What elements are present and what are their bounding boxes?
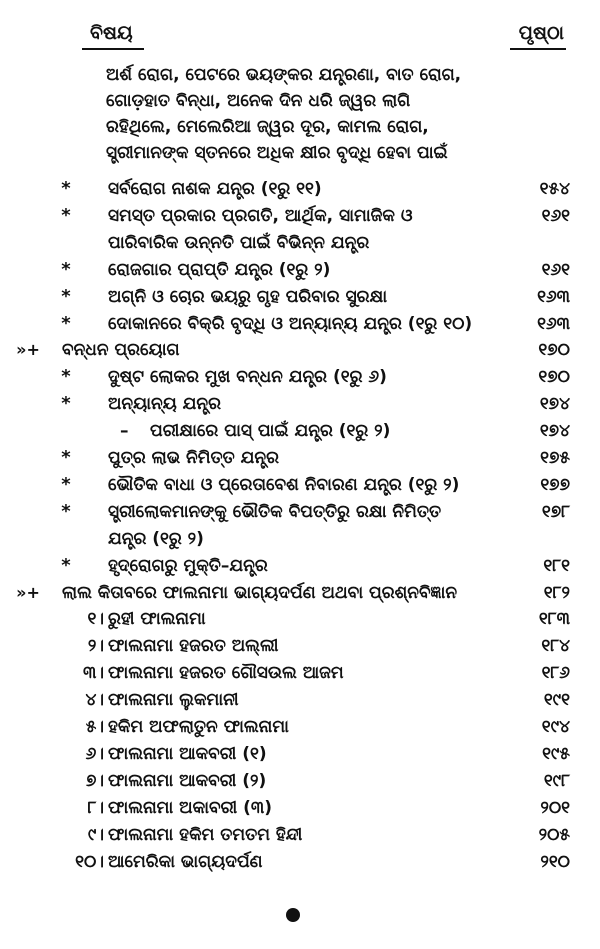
toc-entry [0, 499, 600, 525]
entry-number: ୧। [87, 609, 104, 630]
toc-entry [0, 337, 600, 363]
entry-title: ଭୌତିକ ବାଧା ଓ ପ୍ରେତାବେଶ ନିବାରଣ ଯନ୍ତ୍ର (୧ରୁ ୨) [108, 474, 460, 495]
entry-title: ସ୍ତ୍ରୀଲୋକମାନଙ୍କୁ ଭୌତିକ ବିପତ୍ତିରୁ ରକ୍ଷା ନିମିତ୍ତ [108, 501, 442, 522]
bullet-star-icon: * [61, 447, 71, 468]
toc-entry [0, 418, 600, 444]
entry-page-number: ୧୬୧ [541, 205, 570, 226]
toc-entry [0, 284, 600, 310]
entry-title: ଦୁଷ୍ଟ ଲୋକର ମୁଖ ବନ୍ଧନ ଯନ୍ତ୍ର (୧ରୁ ୬) [108, 367, 387, 388]
entry-page-number: ୧୭୦ [538, 340, 570, 361]
bullet-star-icon: * [61, 258, 71, 280]
header-subject: ବିଷୟ [90, 22, 133, 44]
bullet-star-icon: * [61, 366, 71, 388]
toc-entry [0, 203, 600, 229]
header-underline [82, 48, 144, 50]
entry-page-number: ୧୯୧ [543, 690, 570, 711]
toc-entry [0, 391, 600, 417]
entry-title: ଫାଲନାମା ଆକବରୀ (୧) [108, 743, 267, 764]
entry-title: ଫାଲନାମା ହଜରତ ଗୌସଉଲ ଆଜମ [108, 663, 344, 684]
entry-title: ଅଗ୍ନି ଓ ଚୋର ଭୟରୁ ଗୃହ ପରିବାର ସୁରକ୍ଷା [108, 286, 388, 307]
entry-page-number: ୧୭୦ [538, 367, 570, 388]
toc-entry [0, 768, 600, 794]
toc-entry [0, 849, 600, 875]
toc-entry [0, 741, 600, 767]
entry-page-number: ୧୬୩ [537, 313, 570, 334]
bullet-star-icon: * [61, 312, 71, 334]
toc-entry [0, 364, 600, 390]
entry-page-number: ୧୯୫ [542, 743, 570, 764]
entry-page-number: ୧୭୮ [541, 501, 570, 522]
entry-title: ହକିମ ଅଫଲାତୁନ ଫାଲନାମା [108, 717, 289, 737]
entry-page-number: ୧୮୧ [543, 555, 570, 576]
bullet-star-icon: * [61, 178, 71, 199]
toc-entry [0, 580, 600, 606]
toc-entry [0, 687, 600, 713]
entry-page-number: ୧୭୭ [540, 474, 570, 495]
entry-title: ଅନ୍ୟାନ୍ୟ ଯନ୍ତ୍ର [108, 394, 222, 415]
entry-page-number: ୧୯୮ [543, 770, 570, 791]
entry-page-number: ୨୦୧ [540, 797, 570, 818]
intro-line: ସ୍ତ୍ରୀମାନଙ୍କ ସ୍ତନରେ ଅଧିକ କ୍ଷୀର ବୃଦ୍ଧି ହେବା ପାଇଁ [106, 143, 448, 163]
entry-title: ଲାଲ କିତାବରେ ଫାଲନାମା ଭାଗ୍ୟଦର୍ପଣ ଅଥବା ପ୍ରଶ୍ନବିଜ୍ଞାନ [62, 582, 458, 603]
entry-title: ଆମେରିକା ଭାଗ୍ୟଦର୍ପଣ [108, 851, 263, 872]
toc-entry [0, 714, 600, 740]
entry-title: ପରୀକ୍ଷାରେ ପାସ୍ ପାଇଁ ଯନ୍ତ୍ର (୧ରୁ ୨) [150, 421, 391, 442]
arrow-marker-icon: »+ [16, 340, 40, 360]
entry-page-number: ୧୫୪ [539, 179, 570, 199]
toc-entry [0, 822, 600, 848]
entry-title: ଫାଲନାମା ହଜରତ ଅଲ୍ଲୀ [108, 636, 279, 657]
entry-page-number: ୧୮୨ [543, 582, 570, 603]
toc-entry [0, 660, 600, 686]
bullet-star-icon: * [61, 204, 71, 226]
entry-number: ୯। [87, 824, 104, 845]
entry-title: ଫାଲନାମା ଅକାବରୀ (୩) [108, 797, 273, 818]
entry-number: ୪। [85, 690, 104, 711]
bullet-star-icon: * [61, 473, 71, 495]
intro-line: ରହିଥିଲେ, ମେଲେରିଆ ଜ୍ୱର ଦୂର, କାମଲ ରୋଗ, [106, 117, 429, 137]
entry-page-number: ୧୭୫ [540, 448, 570, 468]
bullet-star-icon: * [61, 393, 71, 415]
entry-number: ୭। [85, 770, 104, 791]
header-page: ପୃଷ୍ଠା [518, 22, 564, 44]
toc-entry [0, 633, 600, 659]
intro-line: ଗୋଡ଼ହାତ ବିନ୍ଧା, ଅନେକ ଦିନ ଧରି ଜ୍ୱର ଲାଗି [106, 91, 411, 111]
entry-number: ୩। [82, 663, 104, 684]
arrow-marker-icon: »+ [16, 582, 40, 602]
entry-page-number: ୨୦୫ [538, 824, 570, 845]
entry-page-number: ୧୭୪ [539, 421, 570, 442]
entry-title: ପୁତ୍ର ଲାଭ ନିମିତ୍ତ ଯନ୍ତ୍ର [108, 448, 279, 468]
entry-number: ୨। [87, 636, 104, 657]
entry-title: ବନ୍ଧନ ପ୍ରୟୋଗ [62, 340, 180, 361]
bullet-star-icon: * [61, 554, 71, 576]
toc-entry [0, 230, 600, 256]
entry-title: ହୃଦ୍‌ରୋଗରୁ ମୁକ୍ତି–ଯନ୍ତ୍ର [108, 555, 268, 576]
toc-entry [0, 311, 600, 337]
toc-entry [0, 526, 600, 552]
entry-title: ସମସ୍ତ ପ୍ରକାର ପ୍ରଗତି, ଆର୍ଥିକ, ସାମାଜିକ ଓ [108, 205, 413, 226]
entry-title: ଫାଲନାମା ହକିମ ତମତମ ହିନ୍ଦୀ [108, 824, 303, 845]
entry-page-number: ୧୮୩ [538, 609, 570, 630]
entry-number: ୫। [85, 717, 104, 737]
toc-entry [0, 472, 600, 498]
entry-page-number: ୧୮୪ [541, 636, 570, 657]
entry-page-number: ୧୬୧ [541, 259, 570, 280]
entry-page-number: ୧୭୪ [539, 394, 570, 415]
bullet-star-icon: * [61, 285, 71, 307]
entry-title: ଫାଲନାମା ଲୁକମାନୀ [108, 690, 239, 711]
dash-marker: – [120, 421, 129, 442]
entry-page-number: ୨୧୦ [540, 851, 570, 872]
entry-title: ଦୋକାନରେ ବିକ୍ରି ବୃଦ୍ଧି ଓ ଅନ୍ୟାନ୍ୟ ଯନ୍ତ୍ର (୧ରୁ ୧୦) [108, 313, 473, 334]
entry-title: ସର୍ବରୋଗ ନାଶକ ଯନ୍ତ୍ର (୧ରୁ ୧୧) [108, 179, 322, 199]
entry-title: ରୁହୀ ଫାଲନାମା [108, 609, 206, 630]
bullet-star-icon: * [61, 500, 71, 522]
toc-entry [0, 176, 600, 202]
toc-entry [0, 257, 600, 283]
entry-title: ଫାଲନାମା ଆକବରୀ (୨) [108, 770, 267, 791]
entry-number: ୬। [85, 743, 104, 764]
page-dot [286, 908, 300, 922]
header-underline [510, 48, 566, 50]
entry-page-number: ୧୬୩ [537, 286, 570, 307]
entry-title: ପାରିବାରିକ ଉନ୍ନତି ପାଇଁ ବିଭିନ୍ନ ଯନ୍ତ୍ର [108, 232, 370, 253]
entry-page-number: ୧୯୪ [541, 717, 570, 737]
entry-number: ୧୦। [75, 851, 104, 872]
toc-entry [0, 553, 600, 579]
entry-title: ରୋଜଗାର ପ୍ରାପ୍ତି ଯନ୍ତ୍ର (୧ରୁ ୨) [108, 259, 331, 280]
entry-number: ୮। [87, 797, 104, 818]
entry-title: ଯନ୍ତ୍ର (୧ରୁ ୨) [108, 528, 204, 549]
toc-entry [0, 606, 600, 632]
toc-entry [0, 445, 600, 471]
entry-page-number: ୧୮୬ [541, 663, 570, 684]
intro-line: ଅର୍ଶ ରୋଗ, ପେଟରେ ଭୟଙ୍କର ଯନ୍ତ୍ରଣା, ବାତ ରୋଗ, [106, 65, 462, 85]
intro-paragraph [106, 62, 526, 166]
toc-entry [0, 795, 600, 821]
